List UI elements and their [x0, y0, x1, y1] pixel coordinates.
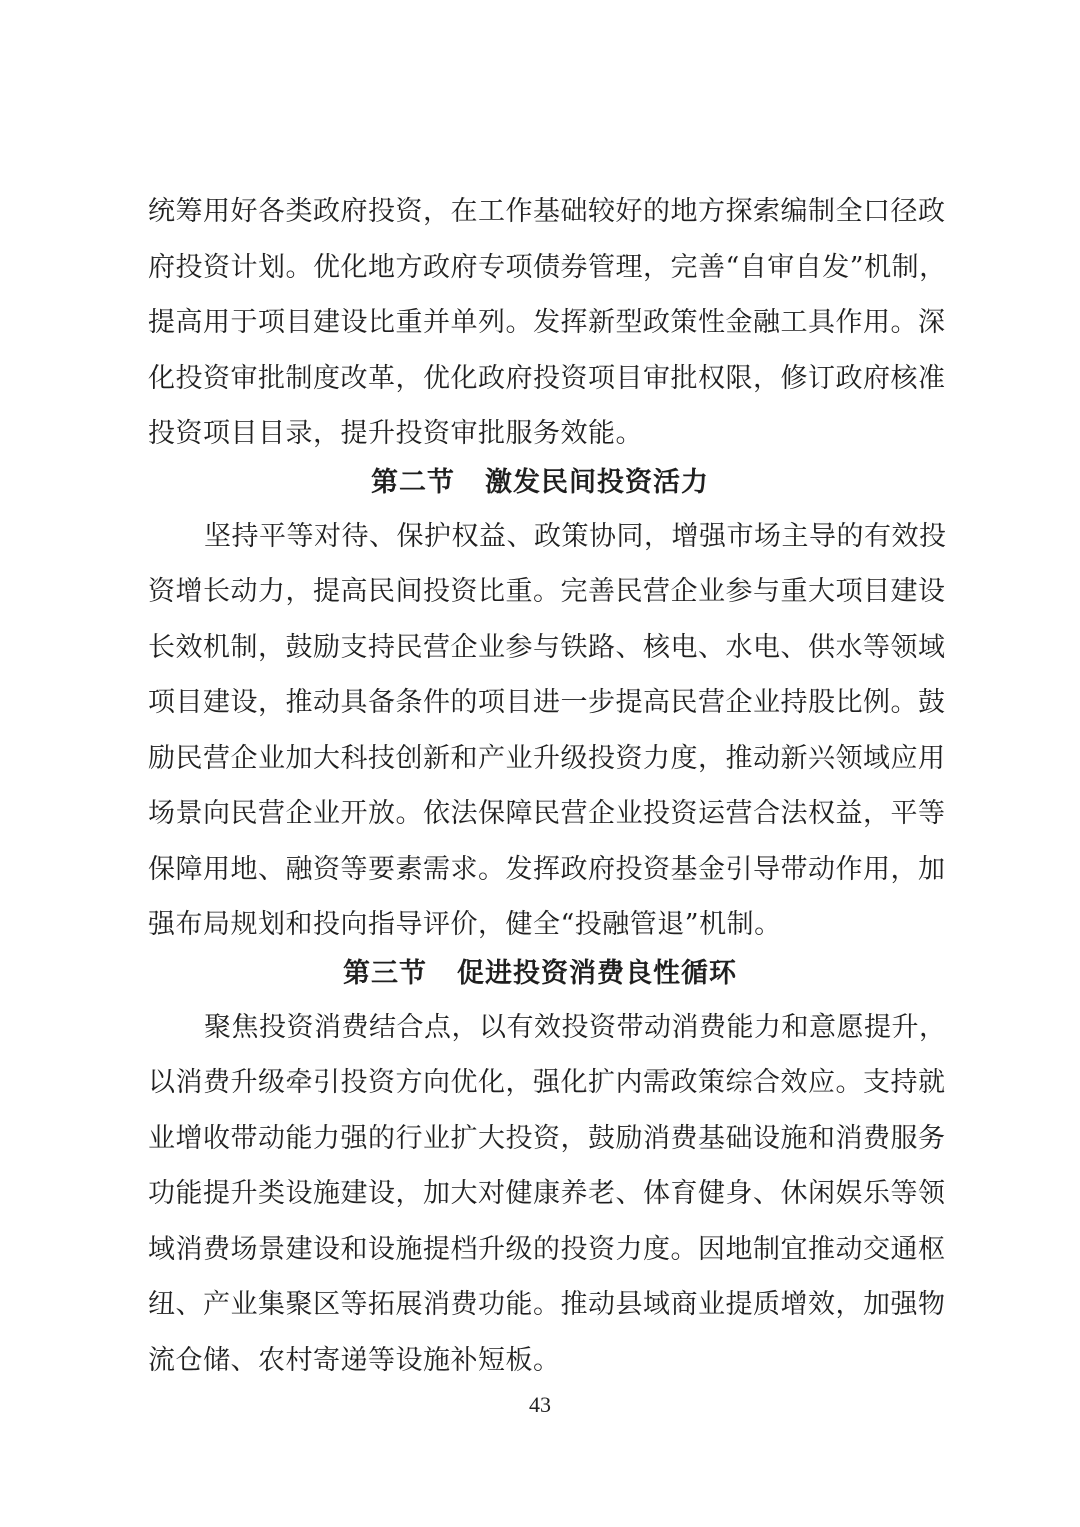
paragraph-line: 场景向民营企业开放。依法保障民营企业投资运营合法权益，平等 [148, 798, 946, 829]
section-title: 促进投资消费良性循环 [457, 958, 737, 989]
paragraph-line: 聚焦投资消费结合点，以有效投资带动消费能力和意愿提升， [204, 1012, 947, 1043]
page-number: 43 [529, 1392, 551, 1417]
paragraph-line: 纽、产业集聚区等拓展消费功能。推动县域商业提质增效，加强物 [148, 1289, 946, 1320]
paragraph-line: 长效机制，鼓励支持民营企业参与铁路、核电、水电、供水等领域 [148, 632, 946, 663]
paragraph-line: 府投资计划。优化地方政府专项债券管理，完善“自审自发”机制， [148, 252, 947, 283]
section-title: 激发民间投资活力 [485, 467, 709, 498]
paragraph-line: 项目建设，推动具备条件的项目进一步提高民营企业持股比例。鼓 [148, 687, 946, 718]
paragraph-line: 坚持平等对待、保护权益、政策协同，增强市场主导的有效投 [204, 521, 947, 552]
section-number: 第二节 [371, 467, 455, 498]
section-heading [148, 954, 932, 994]
paragraph-line: 功能提升类设施建设，加大对健康养老、体育健身、休闲娱乐等领 [148, 1178, 946, 1209]
paragraph-line: 提高用于项目建设比重并单列。发挥新型政策性金融工具作用。深 [148, 307, 946, 338]
paragraph-line: 强布局规划和投向指导评价，健全“投融管退”机制。 [148, 909, 782, 940]
paragraph-line: 业增收带动能力强的行业扩大投资，鼓励消费基础设施和消费服务 [148, 1123, 946, 1154]
paragraph-line: 化投资审批制度改革，优化政府投资项目审批权限，修订政府核准 [148, 363, 946, 394]
paragraph-line: 投资项目目录，提升投资审批服务效能。 [148, 418, 643, 449]
section-number: 第三节 [343, 958, 427, 989]
paragraph-line: 保障用地、融资等要素需求。发挥政府投资基金引导带动作用，加 [148, 854, 946, 885]
paragraph-line: 域消费场景建设和设施提档升级的投资力度。因地制宜推动交通枢 [148, 1234, 946, 1265]
paragraph-line: 励民营企业加大科技创新和产业升级投资力度，推动新兴领域应用 [148, 743, 946, 774]
paragraph-line: 统筹用好各类政府投资，在工作基础较好的地方探索编制全口径政 [148, 196, 946, 227]
paragraph-line: 流仓储、农村寄递等设施补短板。 [148, 1345, 561, 1376]
section-heading [148, 463, 932, 503]
paragraph-line: 以消费升级牵引投资方向优化，强化扩内需政策综合效应。支持就 [148, 1067, 946, 1098]
paragraph-line: 资增长动力，提高民间投资比重。完善民营企业参与重大项目建设 [148, 576, 946, 607]
